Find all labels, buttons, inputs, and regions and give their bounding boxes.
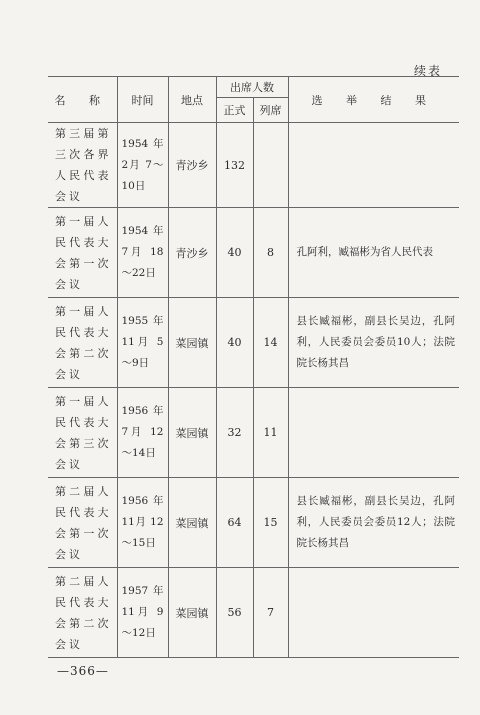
meeting-name: 第一届人民代表大会第三次会议 — [48, 388, 117, 478]
observer-count: 15 — [253, 478, 288, 568]
meeting-name: 第二届人民代表大会第一次会议 — [48, 478, 117, 568]
meeting-name: 第一届人民代表大会第一次会议 — [48, 208, 117, 298]
election-result: 县长臧福彬，副县长吴边，孔阿利，人民委员会委员12人；法院院长杨其昌 — [288, 478, 459, 568]
table-row — [48, 478, 459, 568]
meeting-time: 1957 年 11月 9～12日 — [117, 568, 168, 658]
observer-count: 7 — [253, 568, 288, 658]
formal-count: 32 — [216, 388, 253, 478]
meeting-time: 1954 年 7月 18～22日 — [117, 208, 168, 298]
header-place: 地点 — [168, 77, 216, 123]
header-time: 时间 — [117, 77, 168, 123]
election-result — [288, 123, 459, 208]
meeting-time: 1956 年 7月 12～14日 — [117, 388, 168, 478]
formal-count: 132 — [216, 123, 253, 208]
meeting-name: 第一届人民代表大会第二次会议 — [48, 298, 117, 388]
page-number: —366— — [57, 664, 109, 678]
meeting-time: 1954 年 2月 7～10日 — [117, 123, 168, 208]
table-row — [48, 123, 459, 208]
meeting-place: 青沙乡 — [168, 123, 216, 208]
formal-count: 56 — [216, 568, 253, 658]
meeting-place: 菜园镇 — [168, 298, 216, 388]
continued-label: 续表 — [414, 64, 443, 78]
table-row — [48, 388, 459, 478]
observer-count — [253, 123, 288, 208]
formal-count: 64 — [216, 478, 253, 568]
meeting-place: 菜园镇 — [168, 478, 216, 568]
election-result: 孔阿利，臧福彬为省人民代表 — [288, 208, 459, 298]
header-observer: 列席 — [253, 98, 288, 123]
meeting-name: 第二届人民代表大会第二次会议 — [48, 568, 117, 658]
election-table — [48, 76, 459, 658]
formal-count: 40 — [216, 298, 253, 388]
header-result: 选 举 结 果 — [288, 77, 459, 123]
meeting-place: 菜园镇 — [168, 568, 216, 658]
meeting-place: 菜园镇 — [168, 388, 216, 478]
election-result — [288, 388, 459, 478]
election-result: 县长臧福彬，副县长吴边，孔阿利，人民委员会委员10人；法院院长杨其昌 — [288, 298, 459, 388]
header-attendance: 出席人数 — [216, 77, 288, 98]
meeting-name: 第三届第三次各界人民代表会议 — [48, 123, 117, 208]
election-result — [288, 568, 459, 658]
formal-count: 40 — [216, 208, 253, 298]
observer-count: 14 — [253, 298, 288, 388]
meeting-place: 青沙乡 — [168, 208, 216, 298]
observer-count: 8 — [253, 208, 288, 298]
table-row — [48, 568, 459, 658]
table-row — [48, 298, 459, 388]
header-formal: 正式 — [216, 98, 253, 123]
meeting-time: 1956 年 11月 12～15日 — [117, 478, 168, 568]
meeting-time: 1955 年 11月 5～9日 — [117, 298, 168, 388]
table-row — [48, 208, 459, 298]
header-name: 名 称 — [48, 77, 117, 123]
observer-count: 11 — [253, 388, 288, 478]
